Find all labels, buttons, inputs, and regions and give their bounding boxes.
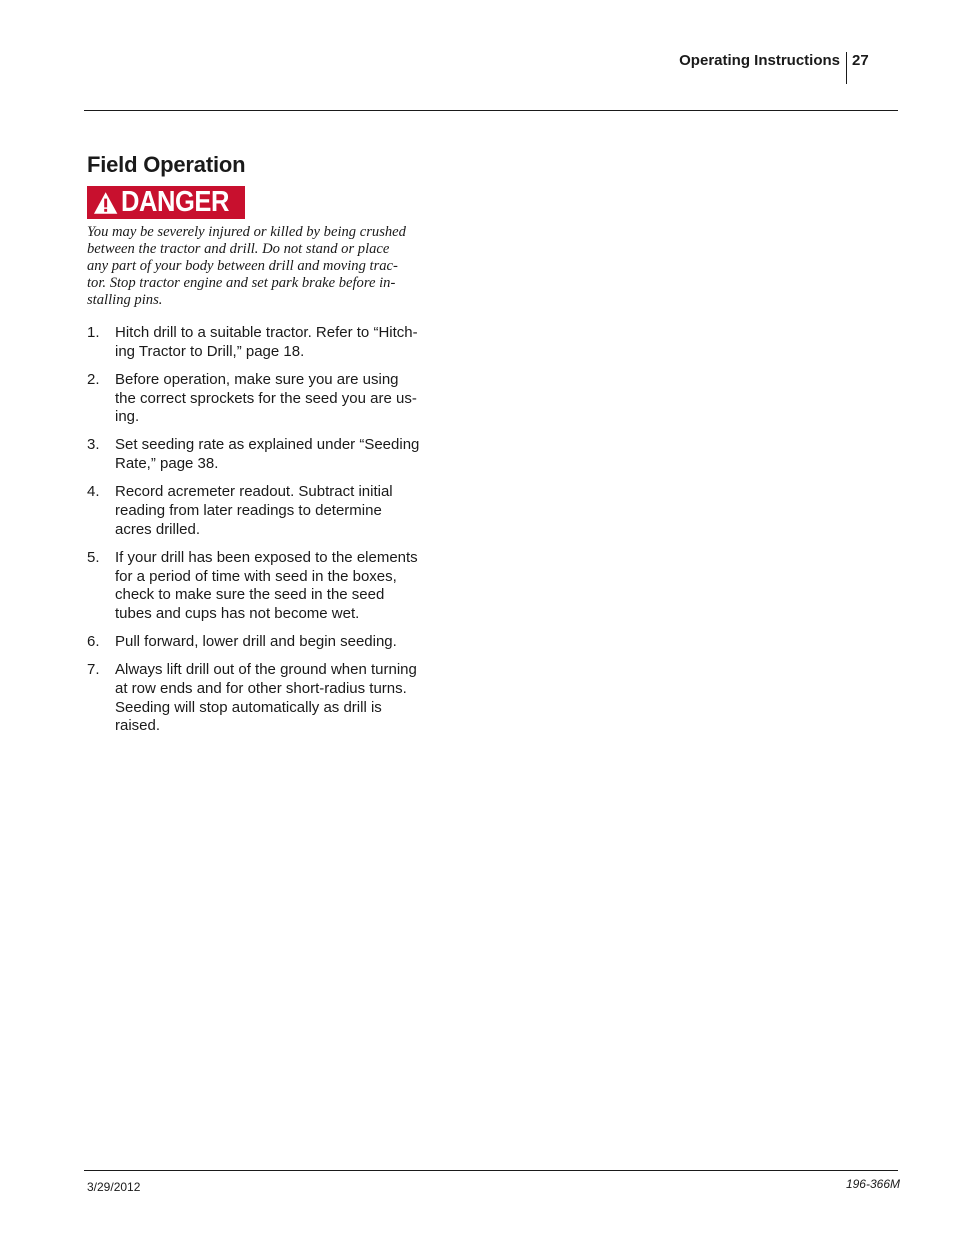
- danger-label: DANGER: [121, 186, 230, 218]
- step-line: Record acremeter readout. Subtract initial: [115, 483, 393, 501]
- step-text: [115, 371, 417, 427]
- warning-line: stalling pins.: [87, 292, 163, 308]
- warning-line: between the tractor and drill. Do not stand or place: [87, 241, 390, 257]
- footer-date: 3/29/2012: [87, 1180, 141, 1194]
- step-text: [115, 436, 419, 474]
- footer-doc-number: 196-366M: [845, 1177, 900, 1191]
- list-item: [87, 371, 432, 427]
- header-section-title: Operating Instructions: [679, 52, 840, 69]
- step-line: for a period of time with seed in the boxes,: [115, 567, 397, 585]
- step-text: [115, 483, 393, 539]
- step-text: [115, 549, 418, 624]
- step-line: ing.: [115, 408, 140, 426]
- step-line: Seeding will stop automatically as drill is: [115, 698, 382, 716]
- step-text: [115, 661, 417, 736]
- step-number: 6.: [87, 633, 100, 651]
- step-number: 1.: [87, 324, 100, 341]
- step-line: Always lift drill out of the ground when turning: [115, 661, 417, 679]
- step-line: Pull forward, lower drill and begin seeding.: [115, 633, 397, 651]
- step-text: [115, 633, 397, 652]
- warning-line: any part of your body between drill and moving trac-: [87, 258, 398, 274]
- step-line: at row ends and for other short-radius turns.: [115, 679, 407, 697]
- step-line: tubes and cups has not become wet.: [115, 605, 360, 623]
- steps-list: [87, 324, 432, 745]
- step-line: reading from later readings to determine: [115, 501, 382, 519]
- header-page-number: 27: [852, 52, 869, 69]
- step-line: Hitch drill to a suitable tractor. Refer to “Hitch-: [115, 324, 418, 341]
- header-divider: [846, 52, 847, 84]
- warning-triangle-icon: [93, 191, 118, 215]
- danger-badge: [87, 186, 245, 219]
- list-item: [87, 549, 432, 624]
- list-item: [87, 661, 432, 736]
- top-rule: [84, 110, 898, 111]
- warning-line: You may be severely injured or killed by being crushed: [87, 224, 406, 240]
- step-number: 5.: [87, 548, 100, 566]
- step-text: [115, 324, 418, 362]
- step-number: 4.: [87, 483, 100, 501]
- step-line: acres drilled.: [115, 520, 201, 538]
- step-line: If your drill has been exposed to the elements: [115, 548, 418, 566]
- step-line: ing Tractor to Drill,” page 18.: [115, 342, 305, 360]
- step-line: check to make sure the seed in the seed: [115, 586, 385, 604]
- bottom-rule: [84, 1170, 898, 1171]
- step-line: Rate,” page 38.: [115, 455, 219, 473]
- step-line: Before operation, make sure you are using: [115, 370, 399, 388]
- list-item: [87, 324, 432, 362]
- list-item: [87, 633, 432, 652]
- step-number: 2.: [87, 370, 100, 388]
- list-item: [87, 436, 432, 474]
- step-number: 7.: [87, 661, 100, 679]
- list-item: [87, 483, 432, 539]
- step-number: 3.: [87, 436, 100, 454]
- step-line: Set seeding rate as explained under “Seeding: [115, 436, 420, 454]
- step-line: raised.: [115, 717, 161, 735]
- warning-line: tor. Stop tractor engine and set park brake before in-: [87, 275, 396, 291]
- step-line: the correct sprockets for the seed you are us-: [115, 389, 417, 407]
- page-title: Field Operation: [87, 152, 246, 177]
- danger-warning-text: [87, 224, 427, 309]
